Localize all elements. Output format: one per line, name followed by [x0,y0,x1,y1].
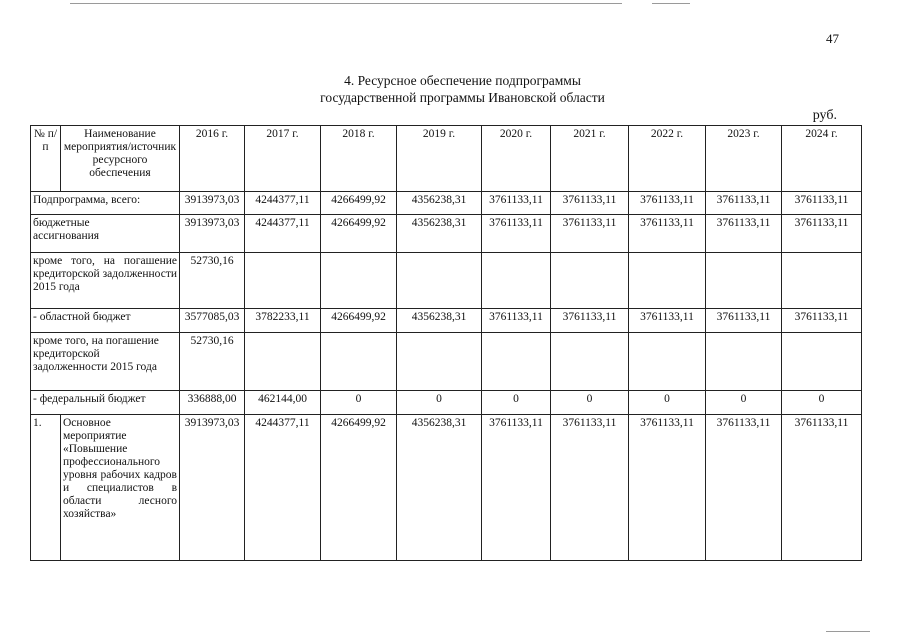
cell-value: 3761133,11 [706,215,782,253]
cell-value: 4266499,92 [321,215,397,253]
header-year: 2024 г. [782,126,862,192]
cell-value: 3761133,11 [482,415,551,561]
header-year: 2021 г. [551,126,629,192]
header-row [31,126,862,192]
header-year: 2018 г. [321,126,397,192]
resource-table [30,125,862,561]
cell-value: 4356238,31 [397,192,482,215]
cell-value: 0 [551,391,629,415]
cell-value: 4244377,11 [245,192,321,215]
cell-value: 3761133,11 [482,309,551,333]
table-row [31,215,862,253]
cell-value: 4244377,11 [245,215,321,253]
cell-value: 336888,00 [180,391,245,415]
cell-value: 4266499,92 [321,415,397,561]
cell-value: 3761133,11 [782,215,862,253]
table-row [31,391,862,415]
cell-value [397,333,482,391]
cell-value [397,253,482,309]
cell-value: 3761133,11 [551,415,629,561]
cell-value: 3761133,11 [706,192,782,215]
cell-value [551,253,629,309]
title-line-1: 4. Ресурсное обеспечение подпрограммы [344,73,581,88]
cell-value: 3761133,11 [551,215,629,253]
cell-value [482,333,551,391]
cell-value: 3913973,03 [180,192,245,215]
row-name: бюджетные ассигнования [31,215,180,253]
cell-value: 0 [782,391,862,415]
cell-value [629,253,706,309]
cell-value: 0 [482,391,551,415]
cell-value: 4266499,92 [321,309,397,333]
cell-value [245,253,321,309]
header-year: 2017 г. [245,126,321,192]
cell-value: 3761133,11 [782,415,862,561]
scan-line-bottom-right [826,631,870,632]
scan-line-top-right [652,3,690,4]
cell-value: 3761133,11 [706,309,782,333]
header-year: 2016 г. [180,126,245,192]
table-row-main-activity [31,415,862,561]
title-line-2: государственной программы Ивановской области [320,90,605,105]
cell-value: 52730,16 [180,253,245,309]
table-row [31,333,862,391]
cell-value: 0 [629,391,706,415]
row-name: Основное мероприятие «Повышение профессионального уровня рабочих кадров и специалистов в области лесного хозяйства» [61,415,180,561]
cell-value: 3761133,11 [551,309,629,333]
cell-value: 4356238,31 [397,215,482,253]
cell-value: 3761133,11 [551,192,629,215]
row-number: 1. [31,415,61,561]
cell-value: 3782233,11 [245,309,321,333]
cell-value [782,333,862,391]
header-year: 2019 г. [397,126,482,192]
page-number: 47 [826,31,839,46]
cell-value: 4244377,11 [245,415,321,561]
cell-value: 52730,16 [180,333,245,391]
table-row [31,192,862,215]
row-name: Подпрограмма, всего: [31,192,180,215]
cell-value: 4266499,92 [321,192,397,215]
cell-value [321,333,397,391]
table-row [31,253,862,309]
cell-value: 3761133,11 [629,309,706,333]
cell-value [629,333,706,391]
row-name: кроме того, на погашение кредиторской задолженности 2015 года [31,333,180,391]
cell-value: 3761133,11 [629,192,706,215]
row-name: кроме того, на погашение кредиторской задолженности 2015 года [31,253,180,309]
cell-value: 0 [321,391,397,415]
cell-value [551,333,629,391]
cell-value [706,253,782,309]
cell-value [321,253,397,309]
cell-value [706,333,782,391]
header-year: 2023 г. [706,126,782,192]
cell-value: 3761133,11 [629,215,706,253]
header-num: № п/п [31,126,61,192]
cell-value: 3761133,11 [782,309,862,333]
cell-value: 3913973,03 [180,215,245,253]
cell-value: 3761133,11 [706,415,782,561]
cell-value: 462144,00 [245,391,321,415]
cell-value: 3761133,11 [782,192,862,215]
cell-value [782,253,862,309]
cell-value: 3761133,11 [629,415,706,561]
cell-value: 3761133,11 [482,192,551,215]
cell-value: 4356238,31 [397,309,482,333]
cell-value: 3577085,03 [180,309,245,333]
scan-line-top [70,3,622,4]
table-row [31,309,862,333]
header-year: 2020 г. [482,126,551,192]
page-title [0,72,905,106]
cell-value [245,333,321,391]
cell-value: 4356238,31 [397,415,482,561]
header-name: Наименование мероприятия/источник ресурсного обеспечения [61,126,180,192]
cell-value: 0 [397,391,482,415]
row-name: - областной бюджет [31,309,180,333]
cell-value: 3913973,03 [180,415,245,561]
currency-unit: руб. [812,108,837,123]
row-name: - федеральный бюджет [31,391,180,415]
cell-value: 3761133,11 [482,215,551,253]
cell-value: 0 [706,391,782,415]
cell-value [482,253,551,309]
header-year: 2022 г. [629,126,706,192]
